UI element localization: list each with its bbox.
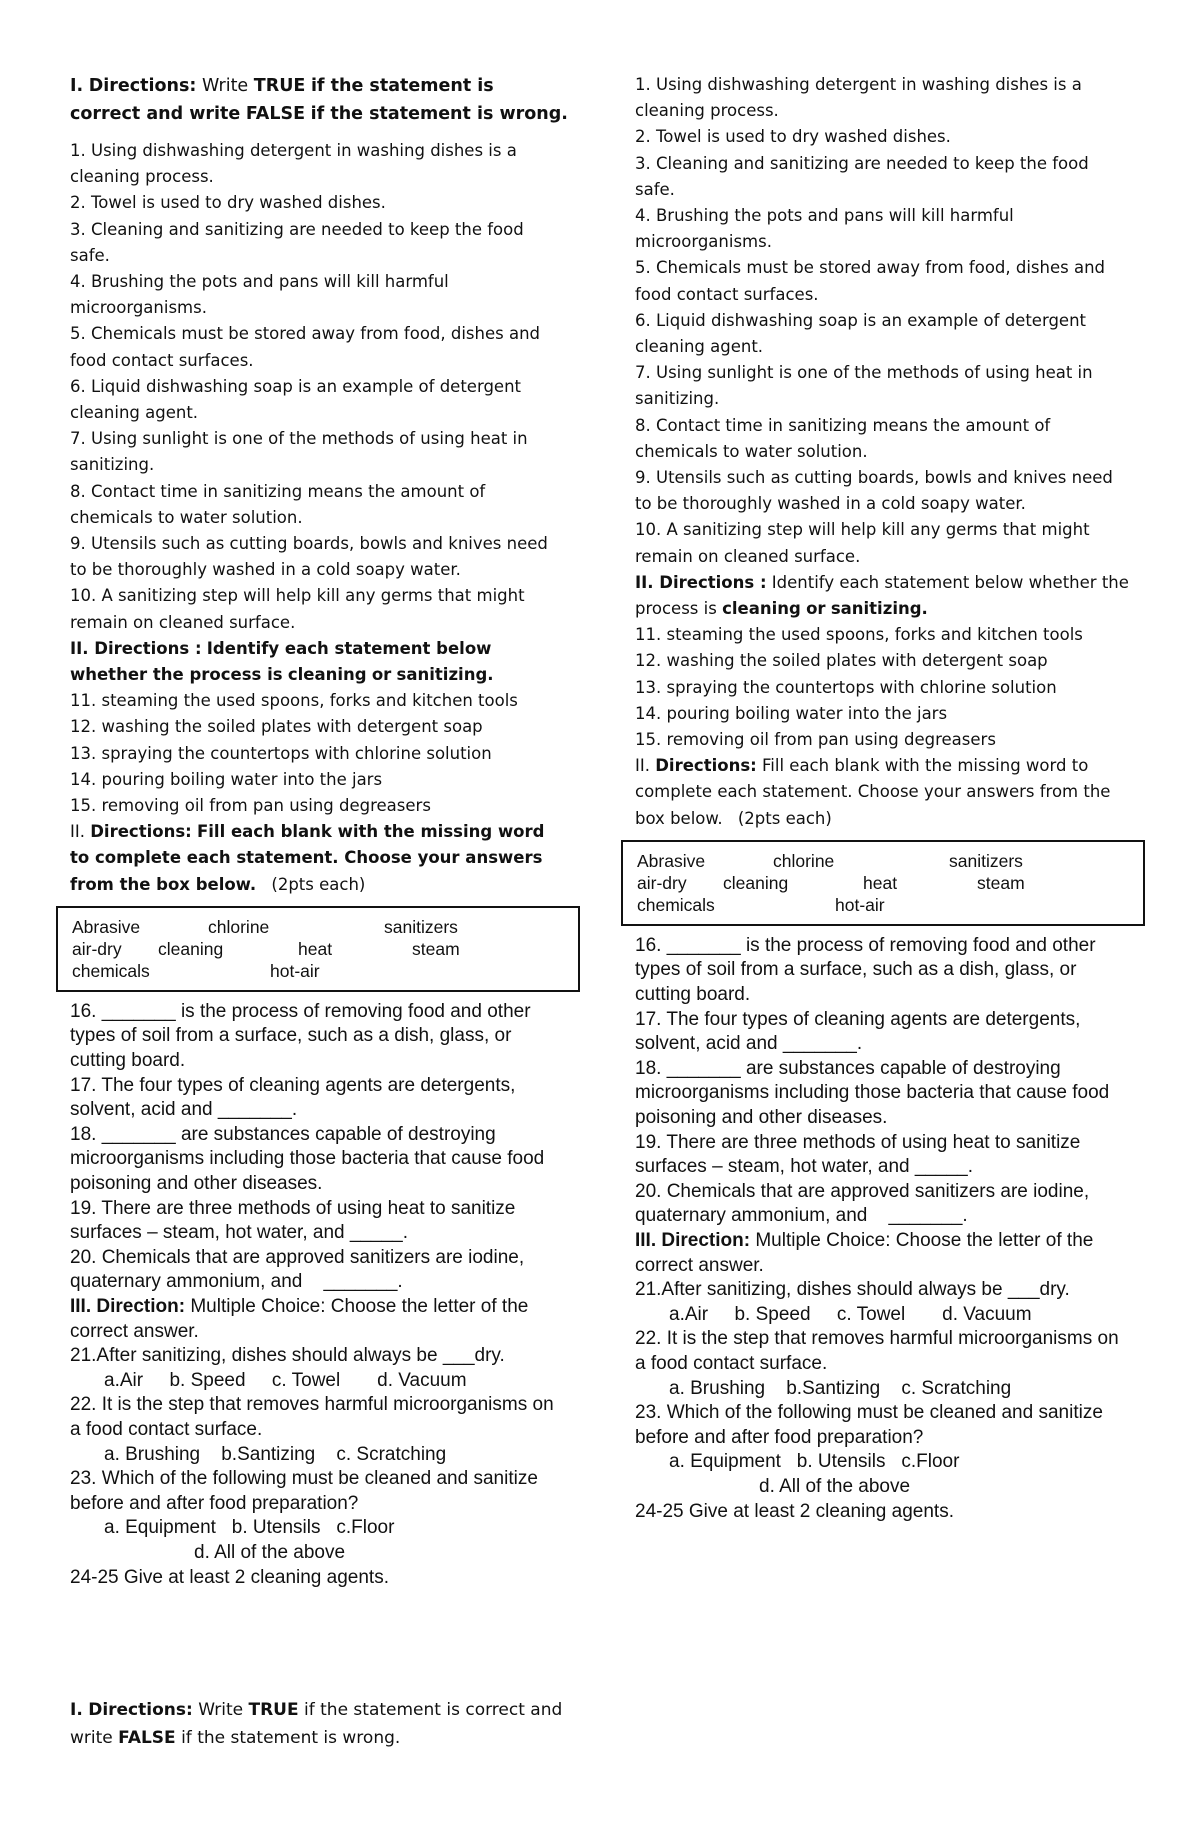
bottom-numeral: I.: [70, 1700, 83, 1720]
section3-points: (2pts each): [271, 874, 366, 894]
tf-item: 7. Using sunlight is one of the methods of using heat in sanitizing.: [70, 429, 528, 475]
mc-choice-d: d. All of the above: [194, 1541, 346, 1563]
mc-choice-d: d. All of the above: [759, 1475, 911, 1497]
section2-directions: [635, 570, 1133, 622]
section4-text: Multiple Choice: Choose the letter of the correct answer.: [635, 1230, 1094, 1276]
tf-item: 1. Using dishwashing detergent in washing dishes is a cleaning process.: [635, 75, 1082, 121]
word-steam: steam: [412, 938, 460, 959]
word-heat: heat: [298, 938, 333, 959]
bottom-text-a: Write: [198, 1700, 244, 1720]
section3-text: Fill each blank with the missing word to complete each statement. Choose your answers from the box below.: [635, 756, 1111, 828]
tf-item: 4. Brushing the pots and pans will kill harmful microorganisms.: [635, 206, 1014, 252]
tf-item: 6. Liquid dishwashing soap is an example of detergent cleaning agent.: [635, 310, 1086, 357]
tf-item: 3. Cleaning and sanitizing are needed to keep the food safe.: [635, 153, 1089, 199]
word-air-dry: air-dry: [637, 872, 687, 893]
fill-item: 19. There are three methods of using heat to sanitize surfaces – steam, hot water, and _____.: [635, 1131, 1081, 1178]
word-cleaning: cleaning: [723, 872, 789, 893]
section3-numeral: II.: [635, 756, 650, 776]
fill-item: 17. The four types of cleaning agents are detergents, solvent, acid and _______.: [70, 1074, 516, 1121]
tf-item: 10. A sanitizing step will help kill any germs that might remain on cleaned surface.: [70, 586, 525, 632]
id-item: 13. spraying the countertops with chlorine solution: [70, 743, 492, 763]
section1-text-b: if the statement is correct and write: [70, 76, 494, 124]
word-abrasive: Abrasive: [72, 916, 141, 937]
word-steam: steam: [977, 872, 1025, 893]
tf-item: 2. Towel is used to dry washed dishes.: [635, 127, 951, 147]
fill-blank-list: [70, 1000, 568, 1295]
section4-label: III. Direction:: [635, 1230, 751, 1252]
fill-item: 19. There are three methods of using heat to sanitize surfaces – steam, hot water, and _____.: [70, 1197, 516, 1244]
section2-word2: sanitizing.: [396, 665, 494, 685]
id-item: 14. pouring boiling water into the jars: [635, 703, 948, 723]
tf-item: 1. Using dishwashing detergent in washing dishes is a cleaning process.: [70, 141, 517, 187]
false-word: FALSE: [245, 104, 306, 124]
section1-text-a: Write: [202, 76, 249, 96]
section3-label: Directions:: [90, 822, 192, 842]
word-air-dry: air-dry: [72, 938, 122, 959]
section3-points: (2pts each): [737, 808, 832, 828]
fill-item: 18. _______ are substances capable of destroying microorganisms including those bacteria that cause food poisoning and other diseases.: [635, 1057, 1110, 1129]
word-sanitizers: sanitizers: [384, 916, 458, 937]
tf-item: 10. A sanitizing step will help kill any germs that might remain on cleaned surface.: [635, 520, 1090, 566]
mc-question: 23. Which of the following must be cleaned and sanitize before and after food preparation?: [635, 1402, 1103, 1448]
section3-directions: [70, 819, 568, 898]
section3-text: Fill each blank with the missing word to complete each statement. Choose your answers from the box below.: [70, 822, 545, 894]
right-column: [635, 72, 1133, 1524]
section4-directions: [70, 1295, 568, 1344]
tf-item: 5. Chemicals must be stored away from food, dishes and food contact surfaces.: [70, 324, 541, 370]
section2-or: or: [371, 665, 392, 685]
word-sanitizers: sanitizers: [949, 850, 1023, 871]
section3-label: Directions:: [655, 756, 757, 776]
tf-item: 2. Towel is used to dry washed dishes.: [70, 193, 386, 213]
section3-directions: [635, 753, 1133, 832]
id-item: 15. removing oil from pan using degreasers: [635, 730, 996, 750]
section2-directions: [70, 636, 568, 688]
word-box-row: [72, 960, 578, 982]
word-box-row: [637, 850, 1143, 872]
word-box: [56, 906, 580, 992]
true-false-list: [70, 138, 568, 636]
word-chemicals: chemicals: [637, 894, 715, 915]
section3-numeral: II.: [70, 822, 85, 842]
mc-question: 22. It is the step that removes harmful microorganisms on a food contact surface.: [70, 1394, 554, 1440]
mc-question: 24-25 Give at least 2 cleaning agents.: [635, 1500, 954, 1522]
true-false-list: [635, 72, 1133, 570]
section2-word1: cleaning: [287, 665, 367, 685]
mc-question: 22. It is the step that removes harmful microorganisms on a food contact surface.: [635, 1328, 1119, 1374]
word-chlorine: chlorine: [773, 850, 835, 871]
bottom-directions: [70, 1696, 570, 1752]
section2-label: II. Directions :: [70, 638, 202, 658]
bottom-text-c: if the statement is wrong.: [181, 1728, 401, 1748]
id-item: 14. pouring boiling water into the jars: [70, 769, 383, 789]
tf-item: 4. Brushing the pots and pans will kill harmful microorganisms.: [70, 272, 449, 318]
tf-item: 8. Contact time in sanitizing means the amount of chemicals to water solution.: [635, 415, 1051, 461]
section4-label: III. Direction:: [70, 1296, 186, 1318]
tf-item: 8. Contact time in sanitizing means the amount of chemicals to water solution.: [70, 481, 486, 527]
section4-text: Multiple Choice: Choose the letter of the correct answer.: [70, 1296, 529, 1342]
section2-text: Identify each statement below whether the process is: [70, 638, 492, 685]
left-column: [70, 72, 568, 1590]
section1-label: Directions:: [88, 76, 197, 96]
fill-blank-list: [635, 934, 1133, 1229]
mc-choices: a.Air b. Speed c. Towel d. Vacuum: [669, 1303, 1032, 1325]
multiple-choice: [635, 1278, 1133, 1524]
word-box-row: [637, 872, 1143, 894]
id-item: 15. removing oil from pan using degreasers: [70, 796, 431, 816]
word-abrasive: Abrasive: [637, 850, 706, 871]
section2-label: II. Directions :: [635, 572, 767, 592]
identify-list: [70, 688, 568, 819]
word-box: [621, 840, 1145, 926]
mc-choices: a. Equipment b. Utensils c.Floor: [104, 1517, 395, 1539]
fill-item: 16. _______ is the process of removing food and other types of soil from a surface, such as a dish, glass, or cutting board.: [70, 1000, 531, 1072]
word-box-row: [72, 916, 578, 938]
fill-item: 20. Chemicals that are approved sanitizers are iodine, quaternary ammonium, and _______.: [70, 1246, 530, 1293]
true-word: TRUE: [253, 76, 306, 96]
tf-item: 3. Cleaning and sanitizing are needed to keep the food safe.: [70, 219, 524, 265]
section1-numeral: I.: [70, 76, 84, 96]
mc-choices: a. Equipment b. Utensils c.Floor: [669, 1451, 960, 1473]
word-heat: heat: [863, 872, 898, 893]
bottom-true-word: TRUE: [248, 1700, 299, 1720]
section2-text: Identify each statement below whether the process is: [635, 572, 1129, 619]
bottom-text-b: if the statement is correct and write: [70, 1700, 563, 1748]
mc-question: 24-25 Give at least 2 cleaning agents.: [70, 1566, 389, 1588]
tf-item: 9. Utensils such as cutting boards, bowls and knives need to be thoroughly washed in a cold soapy water.: [635, 468, 1113, 514]
section2-word2: sanitizing.: [830, 599, 928, 619]
section2-word1: cleaning: [722, 599, 801, 619]
mc-question: 23. Which of the following must be cleaned and sanitize before and after food preparation?: [70, 1468, 538, 1514]
mc-question: 21.After sanitizing, dishes should always be ___dry.: [70, 1345, 505, 1367]
word-box-row: [637, 894, 1143, 916]
tf-item: 5. Chemicals must be stored away from food, dishes and food contact surfaces.: [635, 258, 1106, 304]
bottom-label: Directions:: [88, 1700, 193, 1720]
identify-list: [635, 622, 1133, 753]
tf-item: 9. Utensils such as cutting boards, bowls and knives need to be thoroughly washed in a cold soapy water.: [70, 534, 548, 580]
word-hot-air: hot-air: [270, 960, 320, 981]
word-hot-air: hot-air: [835, 894, 885, 915]
mc-choices: a. Brushing b.Santizing c. Scratching: [104, 1443, 447, 1465]
mc-choices: a. Brushing b.Santizing c. Scratching: [669, 1377, 1012, 1399]
tf-item: 6. Liquid dishwashing soap is an example of detergent cleaning agent.: [70, 376, 521, 423]
mc-question: 21.After sanitizing, dishes should always be ___dry.: [635, 1279, 1070, 1301]
tf-item: 7. Using sunlight is one of the methods of using heat in sanitizing.: [635, 363, 1093, 409]
fill-item: 20. Chemicals that are approved sanitizers are iodine, quaternary ammonium, and _______.: [635, 1180, 1095, 1227]
bottom-false-word: FALSE: [118, 1728, 176, 1748]
section1-text-c: if the statement is wrong.: [310, 104, 568, 124]
fill-item: 16. _______ is the process of removing food and other types of soil from a surface, such as a dish, glass, or cutting board.: [635, 934, 1096, 1006]
id-item: 12. washing the soiled plates with detergent soap: [635, 651, 1048, 671]
section2-or: or: [806, 599, 826, 619]
id-item: 12. washing the soiled plates with detergent soap: [70, 717, 483, 737]
word-chlorine: chlorine: [208, 916, 270, 937]
id-item: 11. steaming the used spoons, forks and kitchen tools: [635, 625, 1083, 645]
mc-choices: a.Air b. Speed c. Towel d. Vacuum: [104, 1369, 467, 1391]
id-item: 11. steaming the used spoons, forks and kitchen tools: [70, 691, 518, 711]
section1-directions: [70, 72, 568, 128]
section4-directions: [635, 1229, 1133, 1278]
word-box-row: [72, 938, 578, 960]
word-cleaning: cleaning: [158, 938, 224, 959]
fill-item: 17. The four types of cleaning agents are detergents, solvent, acid and _______.: [635, 1008, 1081, 1055]
fill-item: 18. _______ are substances capable of destroying microorganisms including those bacteria that cause food poisoning and other diseases.: [70, 1123, 545, 1195]
multiple-choice: [70, 1344, 568, 1590]
id-item: 13. spraying the countertops with chlorine solution: [635, 677, 1057, 697]
word-chemicals: chemicals: [72, 960, 150, 981]
